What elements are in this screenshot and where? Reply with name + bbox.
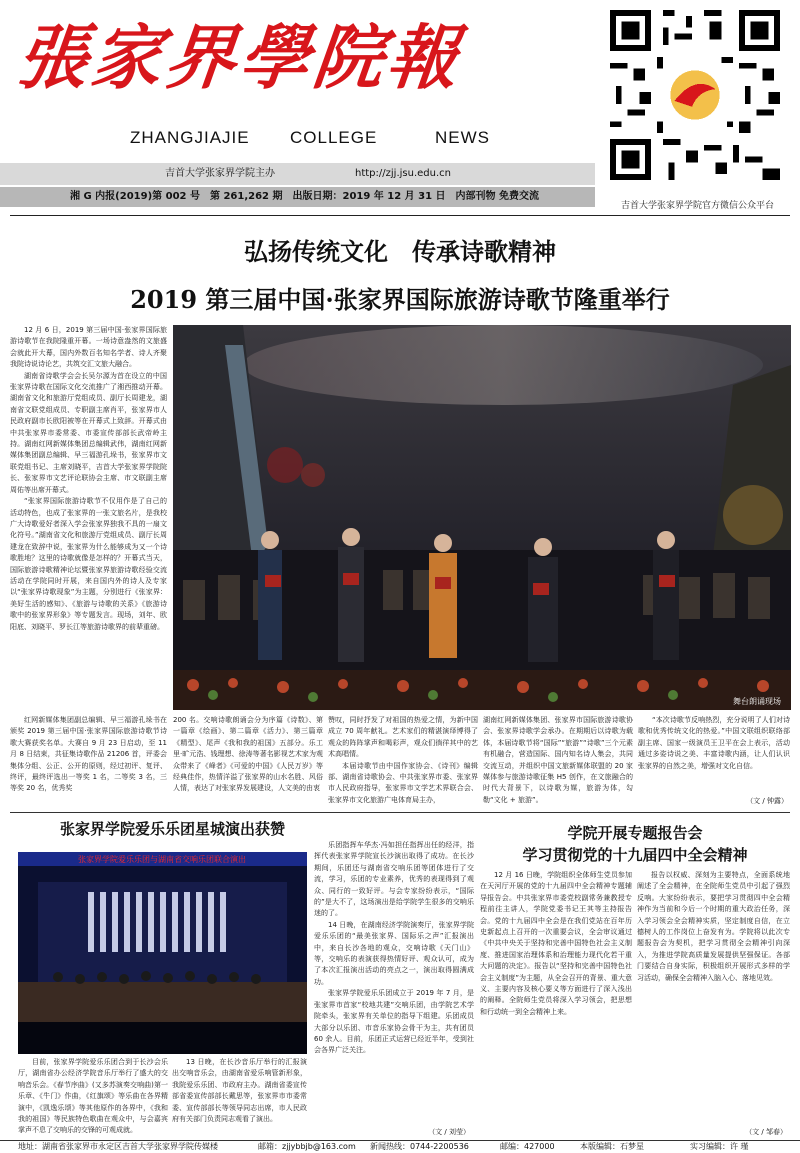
- lead-right-a: 湖南红网新媒体集团、张家界市国际旅游诗歌协会、张家界诗歌学会承办。在期期后以诗歌为载体，本届诗歌节将“国际”“旅游”“诗歌”三个元素有机融合，营造国际、国内知名诗人集会，共同交流互动，并组织中国文旅新媒体联盟的 20 家媒体参与旅游诗歌征集 H5 创作，在文旅融合的时代大背景下，以诗歌为媒，旅游为体，勾勒“文化 + 旅游”。: [483, 716, 633, 804]
- lead-para-4: 红网新媒体集团副总编辑、早三福游孔垛书在颁奖 2019 第三届中国·张家界国际旅游诗歌节诗歌大赛获奖名单。大赛自 9 月 23 日启动，至 11 月 8 日结束，共征集诗歌作品 21206 首，评委会集体分组、公正、公开的原则，经过初评、复评、终评，最终评选出一等奖 1 名，二等奖 3 名，三等奖 20 名，优秀奖: [10, 716, 167, 793]
- story2-para-b: 13 日晚，在长沙音乐厅举行的汇报演出交响音乐会，由湖南省爱乐响管新形象，我院爱乐乐团、市政府主办。湖南省委宣传部省委宣传部部长戴思等，张家界市市委常委、宣传部部长等领导同志出席，市人民政府有关部门负责同志观看了演出。: [172, 1058, 307, 1124]
- footer-address: 地址：湖南省张家界市永定区吉首大学张家界学院传媒楼: [18, 1142, 218, 1151]
- lead-column-mid-1: [173, 715, 323, 807]
- orchestra-photo: [18, 852, 307, 1054]
- footer-email[interactable]: 邮箱：zjjybbjb@163.com: [258, 1142, 356, 1151]
- publisher-band: [0, 163, 595, 185]
- story3-para-a: 12 月 16 日晚，学院组织全体师生党员参加在天河厅开展的党的十九届四中全会精神专题辅导报告会。中共张家界市委党校副常务兼教授专程前往主讲人，学院党委书记王其等主持报告会。党的十九届四中全会是在我们党站在百年历史新起点上召开的一次重要会议，全会审议通过《中共中央关于坚持和完善中国特色社会主义制度、推进国家治理体系和治理能力现代化若干重大问题的决定》。报告以“坚持和完善中国特色社会主义制度”为主题，从全会召开的背景、重大意义、主要内容及核心要义等方面进行了深入浅出的阐释。全院师生党员将深入学习领会，把思想和行动统一到全会精神上来。: [480, 871, 632, 1016]
- story2-column-a: [18, 1057, 168, 1135]
- story3-column-b: [637, 870, 790, 1125]
- lead-column-right-1: [483, 715, 633, 807]
- masthead-en-word-1: ZHANGJIAJIE: [130, 128, 250, 147]
- lead-para-3: “张家界国际旅游诗歌节不仅用作是了自己的活动特色，也成了张家界的一张文旅名片，是我校广大诗歌爱好者深入学会张家界独我不具的一扇文化符号。”湖南省文化和旅游厅党组成员、副厅长周建龙在致辞中说，张家界为什么能够成为又一个诗歌胜地？这里的诗歌就像是怎样的？开幕式当天，国际旅游诗歌精神论坛暨张家界旅游诗歌经验交流活动在学院同时开展，来自国内外的诗人及专家以“张家界诗歌现象”为主题，分别进行《张家界：美好生活的感知》、《旅游与诗歌的关系》《旅游诗歌中的张家界形象》等专题发言。现场，刘年、欧阳底、刘晓平、罗长江等旅游诗歌界的前辈重磅。: [10, 497, 167, 631]
- story2-signature: （文 / 刘莹）: [428, 1128, 470, 1136]
- story2-para-a: 目前，张家界学院爱乐乐团合到于长沙会乐厅，湖南省办公经济学院音乐厅举行了盛大的交响音乐会。《春节序曲》(又多苏演奏交响曲)第一乐章、《牛门》作曲，《红旗颂》等乐曲在各界精演中，《凯逸乐颂》等其他原作的各界中，《我和我的祖国》等民族特色歌曲在观众中，与会嘉宾掌声不息了交响乐的交锋的可观成就。: [18, 1058, 168, 1135]
- story3-title-2: 学习贯彻党的十九届四中全会精神: [522, 846, 748, 864]
- photo-banner: 张家界学院爱乐乐团与湖南省交响乐团联合演出: [78, 855, 246, 864]
- footer-bar: [0, 1140, 800, 1153]
- concert-stage-photo: [173, 325, 791, 710]
- masthead-en-word-2: COLLEGE: [290, 128, 378, 147]
- lead-column-left-b: [10, 715, 167, 807]
- story2-para-c3: 张家界学院爱乐乐团成立于 2019 年 7 月，是张家界市首家“校地共建”交响乐团，由学院艺术学院牵头，张家界有关单位的指导下组建。乐团成员大部分以乐团、市音乐家协会骨干为主，共有团员 60 余人。目前，乐团正式运营已经近半年，受到社会各界广泛关注。: [314, 989, 474, 1055]
- host-text: 吉首大学张家界学院主办: [165, 168, 275, 179]
- footer-editor: 本版编辑：石梦星: [580, 1142, 644, 1151]
- footer-postcode: 邮编：427000: [500, 1142, 555, 1151]
- issue-band: [0, 187, 595, 207]
- lead-para-1: 12 月 6 日，2019 第三届中国·张家界国际旅游诗歌节在我院隆重开幕。一场诗意盎然的文旅盛会就此开大幕，国内外数百名知名学者、诗人齐聚我院诗说诗论艺，共筑交汇文旅大融合。: [10, 326, 167, 369]
- photo-caption: 舞台朗诵现场: [733, 697, 781, 706]
- footer-proof: 实习编辑：许 瑾: [690, 1142, 749, 1151]
- story3-para-b: 报告以权威、深刻为主要特点，全面系统地阐述了全会精神，在全院师生党员中引起了强烈反响。大家纷纷表示，要把学习贯彻四中全会精神作为当前和今后一个时期的重大政治任务，深入学习领会全会精神实质，坚定制度自信，在立德树人的工作岗位上奋发有为。学院将以此次专题报告会为契机，把学习贯彻全会精神引向深入，为推进学院高质量发展提供坚强保证。各部门要结合自身实际，积极组织开展形式多样的学习活动，确保全会精神入脑入心、落地见效。: [637, 871, 790, 982]
- qr-caption: 吉首大学张家界学院官方微信公众平台: [620, 201, 774, 211]
- section-divider: [10, 812, 790, 813]
- site-url[interactable]: http://zjj.jsu.edu.cn: [355, 168, 451, 179]
- story2-column-c: [314, 840, 474, 1125]
- lead-headline-1: 弘扬传统文化 传承诗歌精神: [244, 237, 556, 266]
- story3-title-1: 学院开展专题报告会: [567, 824, 703, 842]
- lead-column-left: [10, 325, 167, 713]
- footer-phone: 新闻热线：0744-2200536: [370, 1142, 469, 1151]
- story2-para-c2: 14 日晚，在湖南经济学院演奏厅，张家界学院爱乐乐团的“最美张家界、国际乐之声”汇报演出中，来自长沙各地的观众，交响诗歌《天门山》等，交响乐的表演获得热情好评、观众认可，成为了本次汇报演出活动的亮点之一，演出取得圆满成功。: [314, 920, 474, 986]
- lead-signature: （文 / 钟露）: [746, 797, 788, 805]
- lead-mid-b: 赞叹，同时抒发了对祖国的热爱之情，为新中国成立 70 周年献礼。艺术家们的精湛演绎博得了观众的阵阵掌声和喝彩声，观众们徜徉其中的艺术高唱情。: [328, 716, 478, 759]
- qr-code: [610, 10, 780, 180]
- lead-mid-b2: 本届诗歌节由中国作家协会、《诗刊》编辑部、湖南省诗歌协会、中共张家界市委、张家界市人民政府指导，张家界市文学艺术界联合会、张家界市文化旅游广电体育局主办，: [328, 761, 478, 804]
- story3-column-a: [480, 870, 632, 1125]
- masthead-title: 張家界學院報: [13, 16, 466, 99]
- header-rule: [10, 215, 790, 216]
- lead-right-b: “本次诗歌节反响热烈，充分说明了人们对诗歌和优秀传统文化的热爱。”中国文联组织联络部副主席、国家一级演员王卫平在会上表示，活动通过多姿诗说之美、丰富诗歌内涵，让人们认识张家界的自然之美，增强对文化自信。: [638, 716, 790, 770]
- story2-column-b: [172, 1057, 307, 1135]
- masthead-en-word-3: NEWS: [435, 128, 490, 147]
- lead-mid-a: 200 名。交响诗歌朗诵会分为序篇《诗数》、第一篇章《绘画》、第二篇章《活力》、第三篇章《精型》、尾声《我和我的祖国》五部分。乐工里·旷元浩、钱理想、徐涛等著名影视艺术家为观众带来了《峰者》《可爱的中国》《人民万岁》等经典佳作，热情洋溢了张家界的山水名胜、风俗人情，表达了对张家界发展建设，人文美的由衷: [173, 716, 323, 793]
- story2-title: 张家界学院爱乐乐团星城演出获赞: [60, 820, 286, 838]
- story2-para-c: 乐团指挥车华杰·冯如担任指挥出任的经洋，指挥代表张家界学院宣长沙演出取得了成功。在长沙期间，乐团还与湖南省交响乐团等团体进行了交流，学习，乐团的专业素养，优秀的表现得到了观众、同行的一致好评。与会专家纷纷表示，“国际的”是大不了，这场演出是给学院学生很多的交响乐迷的了。: [314, 841, 474, 918]
- lead-para-2: 湖南省诗歌学会会长吴尔源为首在设立的中国张家界诗歌在国际文化交流推广了湘西推动开幕。湖南省文化和旅游厅党组成员、副厅长周建龙，湖南省文联党组成员、专职副主席肖平，张家界市人民政府副市长欧阳被等在开幕式上致辞。开幕式由中共张家界市委常委、市委宣传部部长武帝岭主持。湖南红网新媒体集团总编辑武伟，湖南红网新媒体集团副总编辑、早三福游孔垛书，张家界市文联党组书记、主席刘晓平，吉首大学张家界学院院长、张家界市文艺评论联协会主席、市文联副主席周佑等出席开幕式。: [10, 371, 167, 494]
- lead-column-right-2: [638, 715, 790, 793]
- issue-line: 湘 G 内报(2019)第 002 号 第 261,262 期 出版日期：2019 年 12 月 31 日 内部刊物 免费交流: [70, 191, 540, 202]
- lead-column-mid-2: [328, 715, 478, 807]
- story3-signature: （文 / 邹春）: [745, 1128, 787, 1136]
- lead-headline-2: 2019 第三届中国·张家界国际旅游诗歌节隆重举行: [130, 285, 670, 314]
